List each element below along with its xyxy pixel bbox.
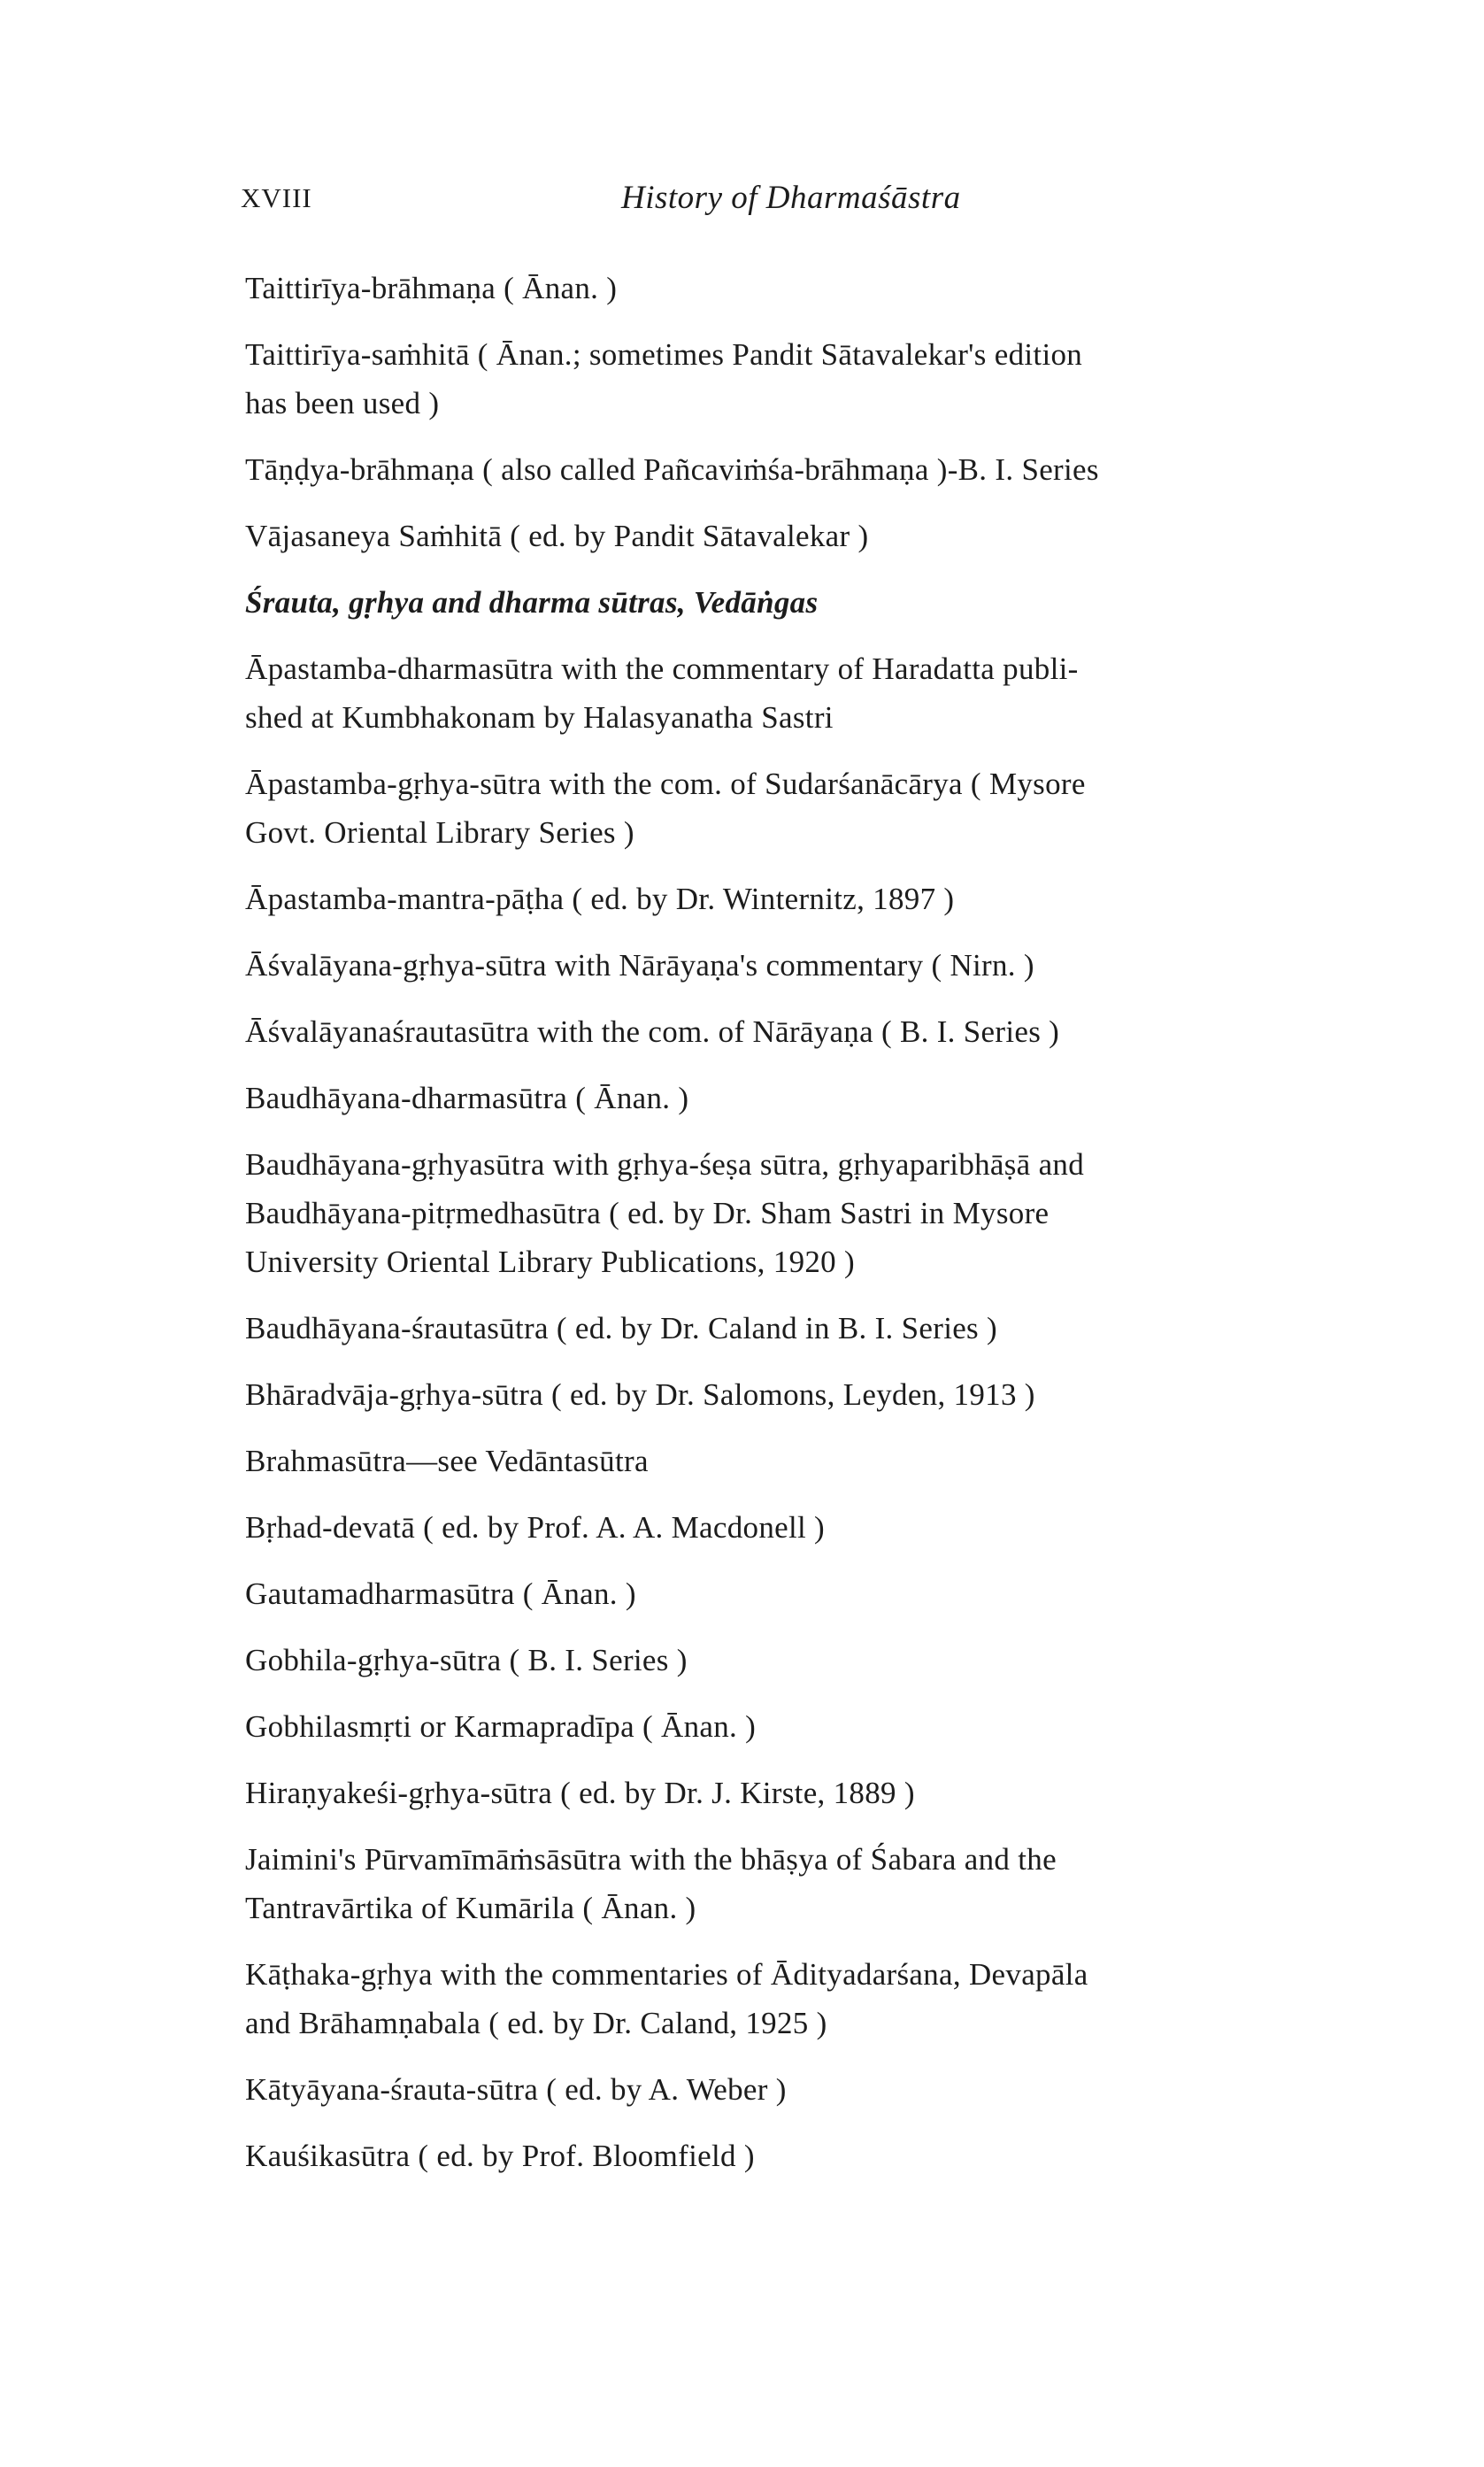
- page-number: XVIII: [241, 182, 312, 213]
- entry-line: Gautamadharmasūtra ( Ānan. ): [245, 1577, 636, 1611]
- section-heading: [245, 578, 1320, 627]
- entry-line: Kātyāyana-śrauta-sūtra ( ed. by A. Weber ): [245, 2072, 787, 2107]
- list-item: [245, 2065, 1320, 2114]
- list-item: [245, 2132, 1320, 2180]
- entry-line: Tantravārtika of Kumārila ( Ānan. ): [245, 1891, 696, 1925]
- bibliography-list: [245, 264, 1320, 2198]
- list-item: [245, 1140, 1320, 1286]
- entry-line: Baudhāyana-śrautasūtra ( ed. by Dr. Caland in B. I. Series ): [245, 1311, 997, 1345]
- list-item: [245, 1304, 1320, 1353]
- list-item: [245, 264, 1320, 312]
- list-item: [245, 1007, 1320, 1056]
- entry-line: Āśvalāyanaśrautasūtra with the com. of Nārāyaṇa ( B. I. Series ): [245, 1014, 1060, 1049]
- entry-line: Bṛhad-devatā ( ed. by Prof. A. A. Macdonell ): [245, 1510, 826, 1545]
- entry-line: Brahmasūtra—see Vedāntasūtra: [245, 1444, 649, 1478]
- list-item: [245, 1636, 1320, 1684]
- list-item: [245, 330, 1320, 428]
- running-title: History of Dharmaśāstra: [621, 180, 961, 216]
- entry-line: Jaimini's Pūrvamīmāṁsāsūtra with the bhāṣya of Śabara and the: [245, 1842, 1057, 1877]
- entry-line: Baudhāyana-dharmasūtra ( Ānan. ): [245, 1081, 689, 1115]
- entry-line: Taittirīya-saṁhitā ( Ānan.; sometimes Pandit Sātavalekar's edition: [245, 337, 1083, 372]
- entry-line: Baudhāyana-gṛhyasūtra with gṛhya-śeṣa sūtra, gṛhyaparibhāṣā and: [245, 1147, 1085, 1182]
- page-header: [241, 182, 1303, 227]
- list-item: [245, 1370, 1320, 1419]
- list-item: [245, 941, 1320, 990]
- list-item: [245, 1503, 1320, 1552]
- list-item: [245, 1074, 1320, 1122]
- list-item: [245, 1769, 1320, 1817]
- entry-line: Kauśikasūtra ( ed. by Prof. Bloomfield ): [245, 2139, 755, 2173]
- list-item: [245, 1437, 1320, 1485]
- entry-line: Śrauta, gṛhya and dharma sūtras, Vedāṅgas: [245, 585, 819, 620]
- list-item: [245, 512, 1320, 560]
- list-item: [245, 445, 1320, 494]
- entry-line: shed at Kumbhakonam by Halasyanatha Sastri: [245, 700, 834, 735]
- entry-line: Govt. Oriental Library Series ): [245, 815, 634, 850]
- list-item: [245, 1835, 1320, 1932]
- entry-line: Tāṇḍya-brāhmaṇa ( also called Pañcaviṁśa-brāhmaṇa )-B. I. Series: [245, 452, 1099, 487]
- entry-line: and Brāhamṇabala ( ed. by Dr. Caland, 1925 ): [245, 2006, 827, 2040]
- entry-line: Bhāradvāja-gṛhya-sūtra ( ed. by Dr. Salomons, Leyden, 1913 ): [245, 1377, 1035, 1412]
- list-item: [245, 644, 1320, 742]
- entry-line: Kāṭhaka-gṛhya with the commentaries of Ādityadarśana, Devapāla: [245, 1957, 1088, 1992]
- entry-line: University Oriental Library Publications, 1920 ): [245, 1245, 855, 1279]
- entry-line: Gobhilasmṛti or Karmapradīpa ( Ānan. ): [245, 1709, 757, 1744]
- list-item: [245, 1569, 1320, 1618]
- entry-line: Āśvalāyana-gṛhya-sūtra with Nārāyaṇa's commentary ( Nirn. ): [245, 948, 1034, 983]
- entry-line: Vājasaneya Saṁhitā ( ed. by Pandit Sātavalekar ): [245, 519, 869, 553]
- entry-line: Hiraṇyakeśi-gṛhya-sūtra ( ed. by Dr. J. Kirste, 1889 ): [245, 1776, 915, 1810]
- list-item: [245, 1702, 1320, 1751]
- entry-line: Gobhila-gṛhya-sūtra ( B. I. Series ): [245, 1643, 688, 1677]
- entry-line: Āpastamba-mantra-pāṭha ( ed. by Dr. Winternitz, 1897 ): [245, 882, 955, 916]
- list-item: [245, 875, 1320, 923]
- list-item: [245, 759, 1320, 857]
- entry-line: Āpastamba-dharmasūtra with the commentary of Haradatta publi-: [245, 651, 1079, 686]
- entry-line: Āpastamba-gṛhya-sūtra with the com. of Sudarśanācārya ( Mysore: [245, 767, 1086, 801]
- entry-line: Taittirīya-brāhmaṇa ( Ānan. ): [245, 271, 618, 305]
- entry-line: Baudhāyana-pitṛmedhasūtra ( ed. by Dr. Sham Sastri in Mysore: [245, 1196, 1050, 1230]
- entry-line: has been used ): [245, 386, 440, 420]
- list-item: [245, 1950, 1320, 2047]
